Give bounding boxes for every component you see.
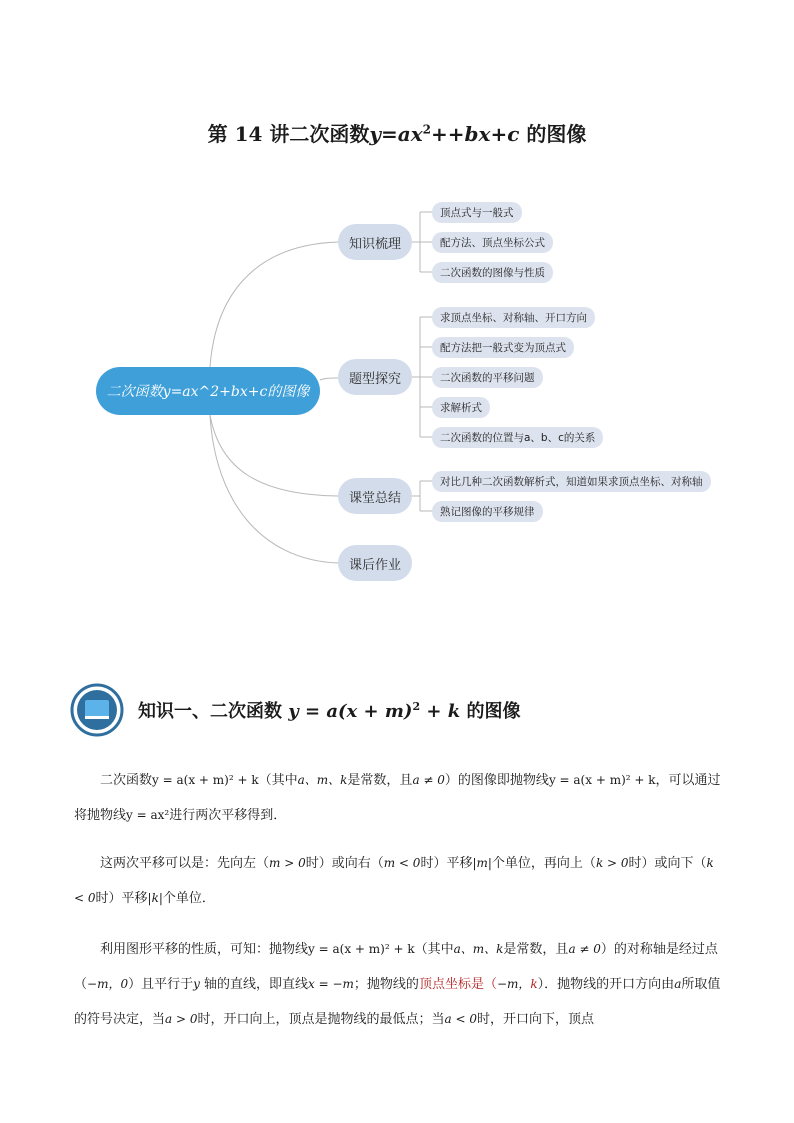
paragraph-3: 利用图形平移的性质，可知：抛物线y = a(x + m)² + k（其中a、m、k是常数，且a ≠ 0）的对称轴是经过点（−m，0）且平行于y 轴的直线，即直线x = −m；抛物线的顶点坐标是（−m，k）．抛物线的开口方向由a所取值的符号决定，当a > 0时，开口向上，顶点是抛物线的最低点；当a < 0时，开口向下，顶点 — [74, 942, 721, 1027]
branch-summary: 课堂总结 — [338, 478, 412, 514]
leaf-abc-relation: 二次函数的位置与a、b、c的关系 — [432, 427, 603, 448]
leaf-vertex-general-form: 顶点式与一般式 — [432, 202, 522, 223]
leaf-convert-form: 配方法把一般式变为顶点式 — [432, 337, 574, 358]
page-title: 第 14 讲二次函数$y=ax^2++bx+c$ 的图像 — [207, 122, 587, 146]
leaf-find-expression: 求解析式 — [432, 397, 490, 418]
branch-homework: 课后作业 — [338, 545, 412, 581]
leaf-find-vertex: 求顶点坐标、对称轴、开口方向 — [432, 307, 595, 328]
branch-knowledge: 知识梳理 — [338, 224, 412, 260]
mind-map-root: 二次函数y=ax^2+bx+c的图像 — [96, 367, 320, 415]
book-icon — [70, 683, 124, 737]
leaf-translation-rules: 熟记图像的平移规律 — [432, 501, 543, 522]
leaf-completing-square: 配方法、顶点坐标公式 — [432, 232, 553, 253]
paragraph-2: 这两次平移可以是：先向左（m > 0时）或向右（m < 0时）平移|m|个单位，再向上（k > 0时）或向下（k < 0时）平移|k|个单位． — [74, 856, 714, 906]
paragraph-1: 二次函数y = a(x + m)² + k（其中a、m、k是常数，且a ≠ 0）的图像即抛物线y = a(x + m)² + k，可以通过将抛物线y = ax²进行两次平移得到． — [74, 773, 721, 823]
leaf-compare-forms: 对比几种二次函数解析式，知道如果求顶点坐标、对称轴 — [432, 471, 711, 492]
leaf-graph-properties: 二次函数的图像与性质 — [432, 262, 553, 283]
branch-problem-types: 题型探究 — [338, 359, 412, 395]
section-heading — [70, 683, 770, 735]
section-title: 知识一、二次函数 $y = a(x + m)^2 + k$ 的图像 — [138, 700, 521, 722]
leaf-translation: 二次函数的平移问题 — [432, 367, 543, 388]
